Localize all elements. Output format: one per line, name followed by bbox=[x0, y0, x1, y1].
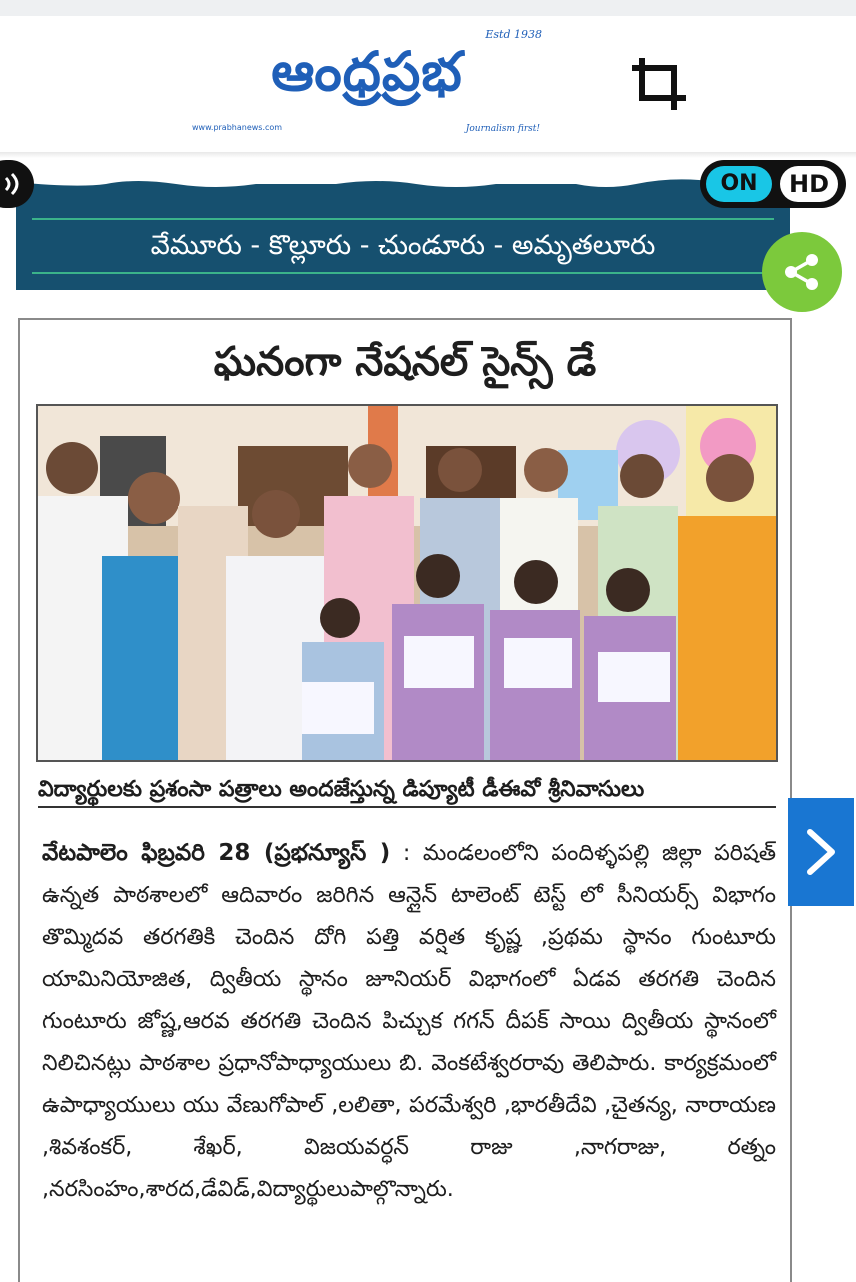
photo-illustration bbox=[38, 406, 776, 760]
logo-estd: Estd 1938 bbox=[485, 28, 542, 41]
banner-places: వేమూరు - కొల్లూరు - చుండూరు - అమృతలూరు bbox=[150, 230, 656, 261]
share-icon bbox=[782, 252, 822, 292]
hd-label: HD bbox=[780, 166, 838, 202]
article-dateline: వేటపాలెం ఫిబ్రవరి 28 (ప్రభన్యూస్ ) bbox=[42, 840, 391, 866]
banner-wave-decoration bbox=[16, 178, 790, 192]
share-button[interactable] bbox=[762, 232, 842, 312]
logo-wordmark: ఆంధ్రప్రభ bbox=[271, 40, 463, 103]
header-shadow bbox=[0, 152, 856, 158]
banner-rule-bottom bbox=[32, 272, 774, 274]
region-banner bbox=[16, 178, 790, 290]
chevron-right-icon bbox=[802, 828, 840, 876]
article-body bbox=[42, 832, 776, 1210]
logo-tagline: Journalism first! bbox=[465, 124, 540, 134]
logo-url: www.prabhanews.com bbox=[192, 123, 283, 132]
newspaper-logo bbox=[186, 30, 548, 138]
article-body-text: : మండలంలోని పందిళ్ళపల్లి జిల్లా పరిషత్ ఉన్నత పాఠశాలలో ఆదివారం జరిగిన ఆన్లైన్ టాలెంట్ టెస్ట్ లో సీనియర్స్ విభాగం తొమ్మిదవ తరగతికి చెందిన దోగి పత్తి వర్షిత కృష్ణ ,ప్రథమ స్థానం గుంటూరు యామినియోజిత, ద్వితీయ స్థానం జూనియర్ విభాగంలో ఏడవ తరగతి చెందిన గుంటూరు జోష్ణ,ఆరవ తరగతి చెందిన పిచ్చుక గగన్ దీపక్ సాయి ద్వితీయ స్థానంలో నిలిచినట్లు పాఠశాల ప్రధానోపాధ్యాయులు బి. వెంకటేశ్వరరావు తెలిపారు. కార్యక్రమంలో ఉపాధ్యాయులు యు వేణుగోపాల్ ,లలితా, పరమేశ్వరి ,భారతీదేవి ,చైతన్య, నారాయణ ,శివశంకర్, శేఖర్, విజయవర్ధన్ రాజు ,నాగరాజు, రత్నం ,నరసింహం,శారద,డేవిడ్,విద్యార్థులుపాల్గొన్నారు. bbox=[42, 840, 776, 1202]
caption-rule bbox=[38, 806, 776, 808]
on-label: ON bbox=[706, 166, 772, 202]
article-headline: ఘనంగా నేషనల్ సైన్స్ డే bbox=[213, 339, 597, 385]
crop-button[interactable] bbox=[628, 52, 692, 116]
on-hd-toggle[interactable] bbox=[700, 160, 846, 208]
article-photo bbox=[36, 404, 778, 762]
banner-rule-top bbox=[32, 218, 774, 220]
crop-icon bbox=[628, 52, 692, 116]
status-strip bbox=[0, 0, 856, 16]
next-article-button[interactable] bbox=[788, 798, 854, 906]
speaker-icon bbox=[2, 172, 26, 196]
photo-caption: విద్యార్థులకు ప్రశంసా పత్రాలు అందజేస్తున్న డిప్యూటీ డీఈవో శ్రీనివాసులు bbox=[38, 777, 645, 802]
article-card bbox=[18, 318, 792, 1282]
